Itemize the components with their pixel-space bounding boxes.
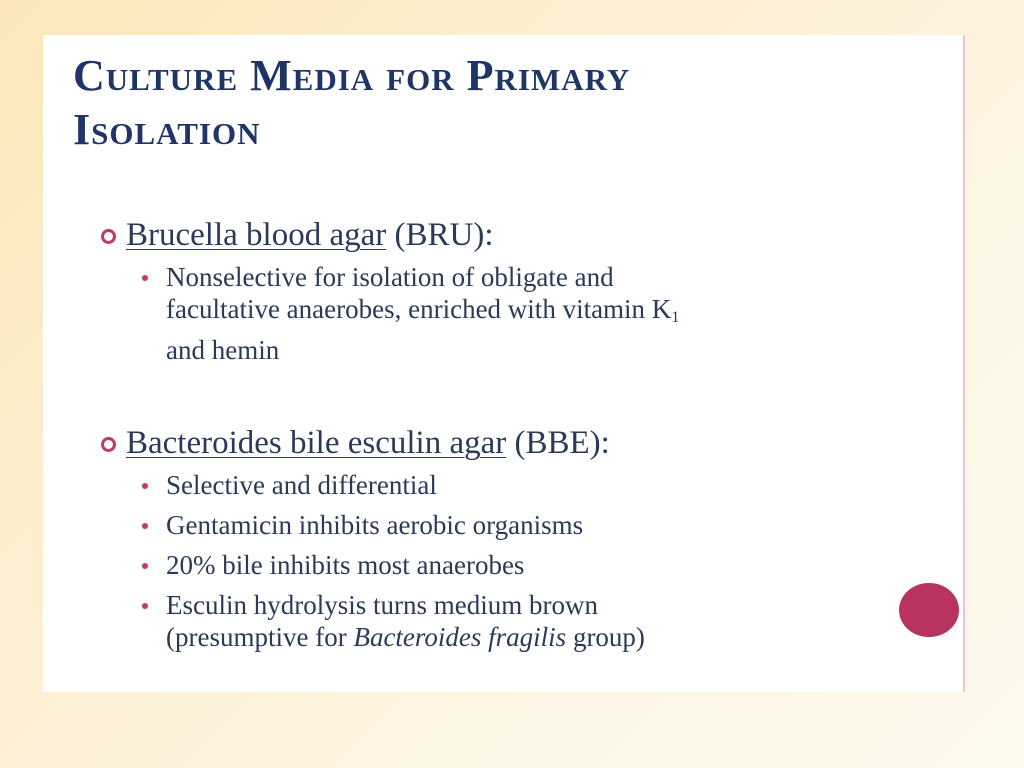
list-item-text: 20% bile inhibits most anaerobes <box>166 550 525 580</box>
ring-bullet-icon <box>101 229 116 244</box>
section-heading <box>101 423 645 463</box>
slide-content <box>43 35 963 692</box>
dot-bullet-icon <box>142 603 148 609</box>
section-heading-abbrev: (BBE): <box>506 425 610 461</box>
dot-bullet-icon <box>142 275 148 281</box>
list-item <box>101 589 645 653</box>
bullet-list <box>101 261 679 366</box>
section-bbe <box>101 423 645 653</box>
list-item <box>101 261 679 366</box>
list-item <box>101 509 645 541</box>
bullet-list <box>101 469 645 653</box>
subscript: 1 <box>671 309 680 326</box>
decorative-circle <box>899 583 959 637</box>
title-line-2: Isolation <box>73 105 261 154</box>
italic-text: Bacteroides fragilis <box>353 622 567 652</box>
list-item-text: Selective and differential <box>166 470 437 500</box>
section-heading-name: Bacteroides bile esculin agar <box>126 425 507 461</box>
list-item-line: Nonselective for isolation of obligate and <box>166 262 614 292</box>
title-line-1: Culture Media for Primary <box>73 51 631 100</box>
list-item-line: facultative anaerobes, enriched with vitamin $K_1$ <box>166 294 680 326</box>
ring-bullet-icon <box>101 437 116 452</box>
list-item-line: Esculin hydrolysis turns medium brown <box>166 590 598 620</box>
dot-bullet-icon <box>142 483 148 489</box>
dot-bullet-icon <box>142 523 148 529</box>
list-item-line: (presumptive for Bacteroides fragilis group) <box>166 622 645 652</box>
dot-bullet-icon <box>142 563 148 569</box>
list-item <box>101 549 645 581</box>
section-brucella <box>101 215 679 366</box>
list-item-line: and hemin <box>166 335 280 365</box>
section-heading-name: Brucella blood agar <box>126 217 387 253</box>
section-heading <box>101 215 679 255</box>
slide-right-border <box>963 35 965 692</box>
list-item <box>101 469 645 501</box>
slide-title <box>73 49 933 157</box>
list-item-text: Gentamicin inhibits aerobic organisms <box>166 510 584 540</box>
section-heading-abbrev: (BRU): <box>386 217 494 253</box>
